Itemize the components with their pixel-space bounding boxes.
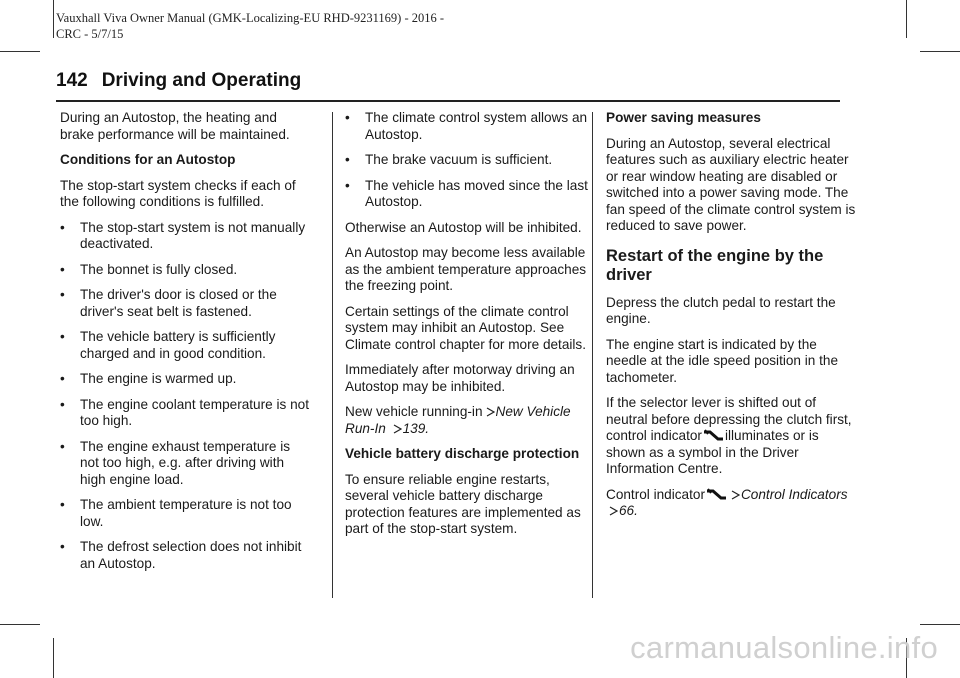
running-in-paragraph: New vehicle running-in New Vehicle Run-In 139. xyxy=(345,404,571,436)
bullet: • xyxy=(60,219,65,235)
crop-mark xyxy=(0,51,40,52)
print-header-line-2: CRC - 5/7/15 xyxy=(56,27,124,41)
battery-heading: Vehicle battery discharge protection xyxy=(345,446,580,461)
conditions-lead: The stop-start system checks if each of the following conditions is fulfilled. xyxy=(60,177,296,209)
list-item xyxy=(60,439,312,489)
crop-mark xyxy=(53,638,54,678)
column-1 xyxy=(60,110,312,581)
list-item xyxy=(60,287,312,320)
list-item xyxy=(60,329,312,362)
control-indicator-text: Control indicator xyxy=(606,486,705,502)
bullet: • xyxy=(60,396,65,412)
print-header xyxy=(56,10,576,42)
control-indicators-link[interactable]: Control Indicators xyxy=(740,486,848,502)
bullet: • xyxy=(60,539,65,554)
list-item-text: The brake vacuum is sufficient. xyxy=(365,152,553,167)
list-item xyxy=(60,262,312,279)
running-in-text: New vehicle running-in xyxy=(345,404,483,419)
bullet: • xyxy=(60,438,65,454)
selector-lever-text: If the selector lever is shifted out of neutral before depressing the clutch first, control indicator xyxy=(606,395,852,443)
watermark: carmanualsonline.info xyxy=(630,630,938,665)
cross-reference-arrow-icon xyxy=(393,424,402,434)
cross-reference-arrow-icon xyxy=(486,407,495,417)
conditions-heading: Conditions for an Autostop xyxy=(60,152,236,167)
cross-reference-arrow-icon xyxy=(731,490,740,500)
list-item-text: The vehicle battery is sufficiently charged and in good condition. xyxy=(80,329,276,361)
page-number: 142 xyxy=(56,70,88,91)
paragraph: An Autostop may become less available as the ambient temperature approaches the freezing point. xyxy=(345,245,587,293)
list-item-text: The engine coolant temperature is not too high. xyxy=(80,396,309,428)
restart-heading: Restart of the engine by the driver xyxy=(606,246,824,284)
page-reference-link[interactable]: 66 xyxy=(619,503,635,518)
bullet: • xyxy=(60,497,65,512)
cross-reference-arrow-icon xyxy=(609,506,618,516)
list-item-text: The stop-start system is not manually deactivated. xyxy=(80,219,306,251)
crop-mark xyxy=(920,51,960,52)
list-item xyxy=(345,110,597,143)
list-item-text: The climate control system allows an Autostop. xyxy=(365,110,588,142)
bullet: • xyxy=(345,110,350,125)
crop-mark xyxy=(53,0,54,38)
list-item-text: The engine exhaust temperature is not too high, e.g. after driving with high engine load. xyxy=(80,438,291,487)
list-item xyxy=(345,178,597,211)
page-reference-link[interactable]: 139 xyxy=(402,420,426,436)
list-item xyxy=(60,539,312,572)
stop-start-indicator-icon xyxy=(706,487,727,501)
selector-lever-paragraph xyxy=(606,395,858,478)
section-title: Driving and Operating xyxy=(101,70,302,91)
intro-paragraph: During an Autostop, the heating and brake performance will be maintained. xyxy=(60,110,290,142)
list-item-text: The driver's door is closed or the driver's seat belt is fastened. xyxy=(80,287,277,319)
heading-rule xyxy=(56,100,840,102)
list-item xyxy=(60,497,312,530)
list-item-text: The engine is warmed up. xyxy=(80,371,237,386)
page-heading xyxy=(56,70,840,98)
paragraph: Immediately after motorway driving an Autostop may be inhibited. xyxy=(345,362,575,394)
list-item xyxy=(345,152,597,169)
power-saving-paragraph: During an Autostop, several electrical features such as auxiliary electric heater or rear window heating are disabled or switched into a power saving mode. The fan speed of the climate control system is reduced to save power. xyxy=(606,135,856,233)
bullet: • xyxy=(60,329,65,344)
list-item-text: The defrost selection does not inhibit an Autostop. xyxy=(80,539,302,571)
list-item-text: The ambient temperature is not too low. xyxy=(80,497,292,529)
control-indicator-paragraph: Control indicator Control Indicators 66. xyxy=(606,486,848,518)
bullet: • xyxy=(345,152,350,167)
battery-paragraph: To ensure reliable engine restarts, several vehicle battery discharge protection features are implemented as part of the stop-start system. xyxy=(345,471,581,536)
bullet: • xyxy=(60,287,65,302)
paragraph: Depress the clutch pedal to restart the engine. xyxy=(606,294,836,326)
crop-mark xyxy=(0,624,40,625)
list-item xyxy=(60,371,312,388)
bullet: • xyxy=(60,261,65,277)
list-item-text: The vehicle has moved since the last Autostop. xyxy=(365,177,588,209)
list-item xyxy=(60,397,312,430)
column-2 xyxy=(345,110,597,547)
power-saving-heading: Power saving measures xyxy=(606,110,761,125)
crop-mark xyxy=(906,0,907,38)
print-header-line-1: Vauxhall Viva Owner Manual (GMK-Localizing-EU RHD-9231169) - 2016 - xyxy=(56,11,445,25)
paragraph: The engine start is indicated by the needle at the idle speed position in the tachometer. xyxy=(606,336,839,385)
bullet: • xyxy=(60,371,65,386)
new-vehicle-run-in-link[interactable]: New Vehicle Run-In xyxy=(345,404,571,436)
list-item-text: The bonnet is fully closed. xyxy=(80,261,238,277)
stop-start-indicator-icon xyxy=(703,428,724,442)
list-item xyxy=(60,220,312,253)
column-divider xyxy=(332,112,333,598)
paragraph: Certain settings of the climate control system may inhibit an Autostop. See Climate control chapter for more details. xyxy=(345,303,587,352)
column-3 xyxy=(606,110,858,529)
selector-lever-text-end: illuminates or is shown as a symbol in the Driver Information Centre. xyxy=(606,428,819,476)
bullet: • xyxy=(345,177,350,193)
crop-mark xyxy=(920,624,960,625)
paragraph: Otherwise an Autostop will be inhibited. xyxy=(345,219,582,235)
